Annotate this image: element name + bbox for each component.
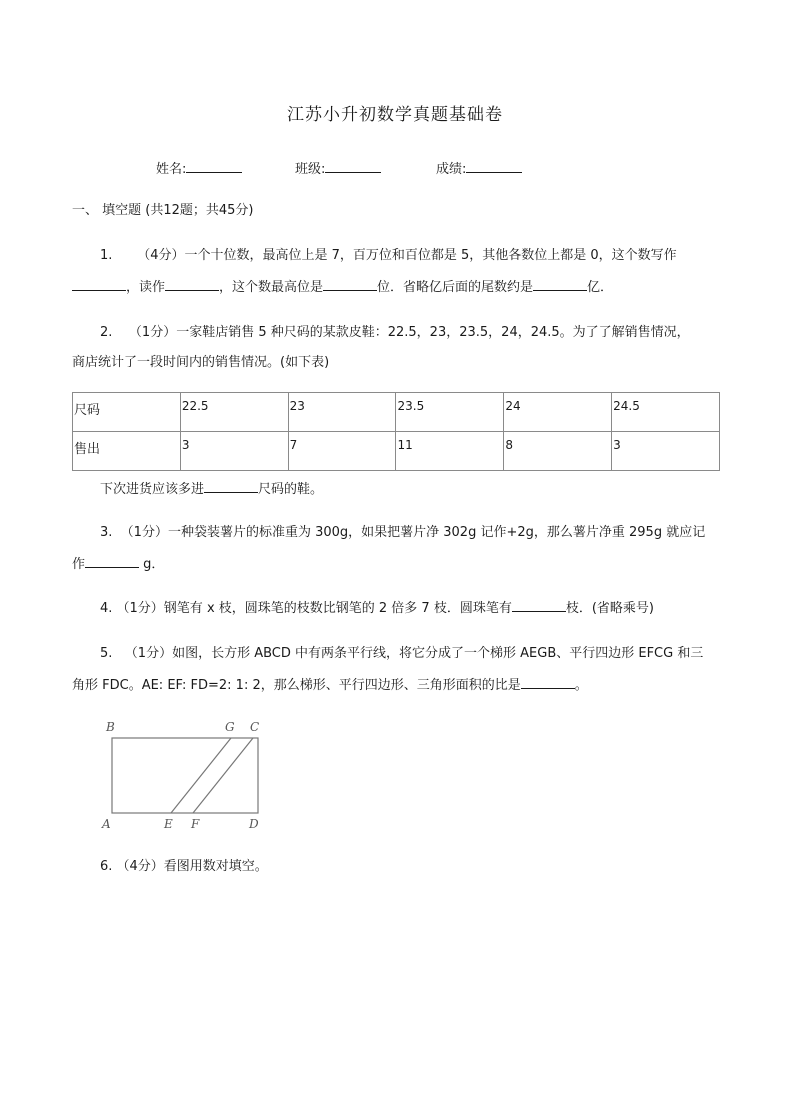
q2-line2: 商店统计了一段时间内的销售情况。(如下表) (72, 355, 330, 370)
q5-blank (521, 675, 575, 689)
name-blank (186, 158, 242, 173)
sales-table (72, 392, 720, 471)
q1-blank-approx (533, 277, 587, 291)
q3-line2 (72, 554, 164, 574)
q1-seg1: ，读作 (126, 280, 166, 295)
table-cell: 22.5 (180, 393, 288, 432)
rectangle-abcd (112, 738, 258, 813)
rectangle-figure (96, 716, 276, 834)
score-field (436, 158, 522, 177)
table-cell: 11 (396, 432, 504, 471)
table-cell: 3 (612, 432, 720, 471)
table-cell: 23 (288, 393, 396, 432)
q1-seg3: 位．省略亿后面的尾数约是 (377, 280, 534, 295)
q5-post: 。 (574, 678, 588, 693)
q6-line: 6. （4分）看图用数对填空。 (100, 859, 268, 874)
q5-line1: 5. （1分）如图，长方形 ABCD 中有两条平行线，将它分成了一个梯形 AEGB、平行四边形 EFCG 和三 (100, 646, 704, 661)
label-a: A (102, 817, 111, 831)
q4-blank (512, 598, 566, 612)
table-row (73, 432, 720, 471)
score-label: 成绩: (436, 162, 467, 177)
q2-after-pre: 下次进货应该多进 (100, 482, 205, 497)
table-cell: 23.5 (396, 393, 504, 432)
class-blank (325, 158, 381, 173)
q1-seg2: ，这个数最高位是 (219, 280, 324, 295)
table-cell: 3 (180, 432, 288, 471)
q4-post: 枝．(省略乘号) (565, 601, 654, 616)
line-eg (171, 738, 231, 813)
q2-line1: 2. （1分）一家鞋店销售 5 种尺码的某款皮鞋：22.5，23，23.5，24，24.5。为了了解销售情况， (100, 325, 690, 340)
table-cell: 7 (288, 432, 396, 471)
table-cell: 24 (504, 393, 612, 432)
line-fc (193, 738, 253, 813)
table-cell: 8 (504, 432, 612, 471)
q5-line2 (72, 675, 588, 695)
q1-blank-highest (323, 277, 377, 291)
q4-pre: 4. （1分）钢笔有 x 枝，圆珠笔的枝数比钢笔的 2 倍多 7 枝．圆珠笔有 (100, 601, 512, 616)
q1-line1: 1. （4分）一个十位数，最高位上是 7，百万位和百位都是 5，其他各数位上都是 0，这个数写作 (100, 248, 677, 263)
table-row (73, 393, 720, 432)
label-c: C (250, 720, 260, 734)
q1-blank-written (72, 277, 126, 291)
q3-pre: 作 (72, 557, 86, 572)
table-cell: 24.5 (612, 393, 720, 432)
label-e: E (164, 817, 173, 831)
exam-title: 江苏小升初数学真题基础卷 (287, 105, 503, 125)
q1-line2 (72, 277, 613, 297)
label-f: F (191, 817, 200, 831)
q5-pre: 角形 FDC。AE: EF: FD=2: 1: 2，那么梯形、平行四边形、三角形面积的比是 (72, 678, 521, 693)
class-label: 班级: (295, 162, 326, 177)
label-g: G (225, 720, 235, 734)
q4-line (100, 598, 654, 618)
label-b: B (106, 720, 115, 734)
score-blank (466, 158, 522, 173)
q2-after-post: 尺码的鞋。 (258, 482, 324, 497)
table-cell: 售出 (73, 432, 181, 471)
label-d: D (249, 817, 259, 831)
q3-line1: 3. （1分）一种袋装薯片的标准重为 300g，如果把薯片净 302g 记作+2g，那么薯片净重 295g 就应记 (100, 525, 706, 540)
table-cell: 尺码 (73, 393, 181, 432)
q1-blank-read (165, 277, 219, 291)
q3-post: g． (139, 557, 165, 572)
name-field (156, 158, 242, 177)
name-label: 姓名: (156, 162, 187, 177)
class-field (295, 158, 381, 177)
q2-followup (100, 479, 323, 499)
q2-blank (204, 479, 258, 493)
q3-blank (85, 554, 139, 568)
q1-seg4: 亿． (587, 280, 614, 295)
section-heading: 一、 填空题 (共12题；共45分) (72, 203, 254, 218)
